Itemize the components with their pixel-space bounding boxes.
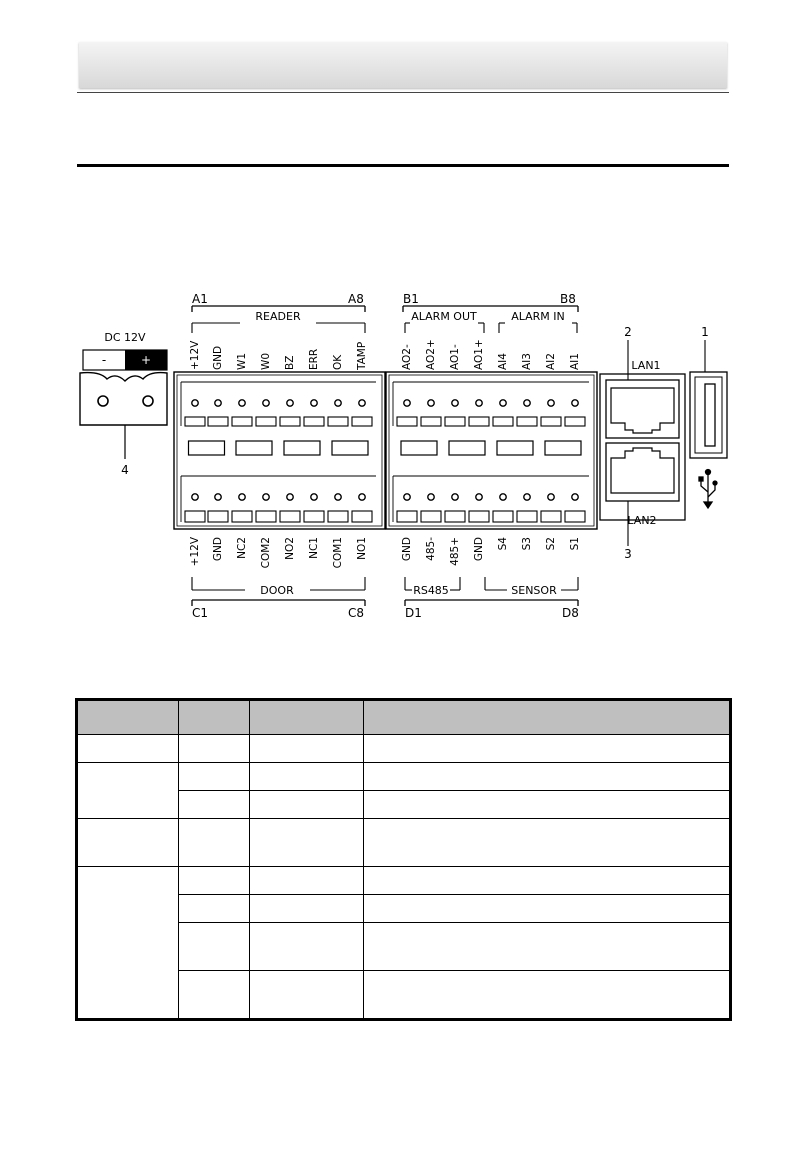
group-c-pin-label: NO2	[284, 537, 296, 560]
terminal-tooth	[328, 417, 348, 426]
group-c-pin-labels	[189, 536, 368, 568]
table-row	[77, 763, 731, 791]
terminal-tooth	[541, 417, 561, 426]
group-a-label: READER	[255, 310, 301, 323]
terminal-tooth	[565, 417, 585, 426]
usb-port	[690, 372, 727, 458]
group-c-pin-label: NC2	[236, 537, 248, 559]
group-d-pin-label: S4	[497, 537, 509, 551]
group-d-start-label: D1	[405, 606, 422, 620]
group-d-pin-labels	[401, 537, 581, 566]
group-d-pin-label: S3	[521, 537, 533, 551]
group-b-pin-label: AI1	[569, 353, 581, 370]
lan2-callout-number: 3	[624, 547, 632, 561]
group-b-pin-labels	[401, 339, 581, 370]
group-b-end-label: B8	[560, 292, 576, 306]
terminal-tooth	[185, 511, 205, 522]
group-a-pin-label: TAMP	[356, 341, 368, 370]
group-a-pin-label: W1	[236, 352, 248, 370]
power-minus-label: -	[101, 353, 107, 367]
lan2-port	[606, 443, 679, 501]
terminal-latch	[189, 441, 225, 455]
group-a-pin-label: GND	[212, 345, 224, 370]
power-terminal-body	[80, 373, 167, 425]
group-a-pin-label: ERR	[308, 348, 320, 370]
terminal-tooth	[256, 511, 276, 522]
terminal-tooth	[208, 511, 228, 522]
group-b-alarm-out-label: ALARM OUT	[411, 310, 477, 323]
group-d-pin-label: GND	[401, 537, 413, 562]
terminal-tooth	[541, 511, 561, 522]
terminal-tooth	[280, 417, 300, 426]
terminal-latch	[497, 441, 533, 455]
terminal-latch	[284, 441, 320, 455]
terminal-tooth	[256, 417, 276, 426]
terminal-tooth	[517, 511, 537, 522]
group-c-pin-label: COM1	[332, 537, 344, 569]
table-row	[77, 735, 731, 763]
terminal-tooth	[445, 511, 465, 522]
terminal-latch	[332, 441, 368, 455]
terminal-tooth	[469, 417, 489, 426]
terminal-tooth	[421, 511, 441, 522]
power-callout-number: 4	[121, 463, 129, 477]
power-plus-label: +	[140, 353, 152, 367]
group-b-pin-label: AO2+	[425, 339, 437, 370]
group-d-pin-label: S1	[569, 537, 581, 551]
terminal-latch	[236, 441, 272, 455]
terminal-tooth	[304, 511, 324, 522]
group-b-pin-label: AI2	[545, 353, 557, 370]
usb-callout-number: 1	[701, 325, 709, 339]
terminal-tooth	[565, 511, 585, 522]
terminal-tooth	[493, 417, 513, 426]
table-row	[77, 819, 731, 867]
usb-icon	[699, 470, 717, 509]
lan1-label: LAN1	[631, 359, 661, 372]
group-c-pin-label: NC1	[308, 537, 320, 559]
terminal-tooth	[185, 417, 205, 426]
group-c-pin-label: COM2	[260, 537, 272, 569]
group-a-pin-labels	[189, 340, 368, 371]
power-title: DC 12V	[104, 331, 146, 344]
terminal-tooth	[352, 511, 372, 522]
group-c-pin-label: NO1	[356, 537, 368, 560]
group-d-sensor-label: SENSOR	[511, 584, 557, 597]
group-a-pin-label: OK	[332, 354, 344, 370]
lan2-label: LAN2	[627, 514, 657, 527]
specification-table	[75, 698, 732, 1021]
terminal-tooth	[280, 511, 300, 522]
terminal-tooth	[517, 417, 537, 426]
terminal-tooth	[445, 417, 465, 426]
lan1-callout-number: 2	[624, 325, 632, 339]
terminal-tooth	[232, 417, 252, 426]
terminal-latch	[545, 441, 581, 455]
group-d-pin-label: GND	[473, 537, 485, 562]
group-d-rs485-label: RS485	[413, 584, 449, 597]
table-row	[77, 867, 731, 895]
terminal-tooth	[328, 511, 348, 522]
group-c-pin-label: GND	[212, 537, 224, 562]
table-header-row	[77, 700, 731, 735]
group-a-pin-label: BZ	[284, 355, 296, 370]
group-b-pin-label: AI4	[497, 353, 509, 370]
terminal-tooth	[208, 417, 228, 426]
lan1-port	[606, 380, 679, 438]
group-b-pin-label: AI3	[521, 353, 533, 370]
terminal-tooth	[397, 511, 417, 522]
terminal-tooth	[304, 417, 324, 426]
group-a-pin-label: W0	[260, 352, 272, 370]
group-a-start-label: A1	[192, 292, 208, 306]
group-c-end-label: C8	[348, 606, 365, 620]
terminal-tooth	[421, 417, 441, 426]
terminal-tooth	[469, 511, 489, 522]
terminal-tooth	[397, 417, 417, 426]
group-d-end-label: D8	[562, 606, 579, 620]
group-c-start-label: C1	[192, 606, 209, 620]
terminal-tooth	[493, 511, 513, 522]
group-d-pin-label: S2	[545, 537, 557, 551]
group-b-pin-label: AO1-	[449, 344, 461, 370]
terminal-latch	[449, 441, 485, 455]
group-d-pin-label: 485-	[425, 537, 437, 561]
group-d-pin-label: 485+	[449, 537, 461, 566]
terminal-tooth	[352, 417, 372, 426]
group-a-end-label: A8	[348, 292, 364, 306]
terminal-latch	[401, 441, 437, 455]
group-b-start-label: B1	[403, 292, 419, 306]
group-b-pin-label: AO2-	[401, 344, 413, 370]
group-a-pin-label: +12V	[189, 340, 201, 370]
group-b-alarm-in-label: ALARM IN	[511, 310, 565, 323]
terminal-tooth	[232, 511, 252, 522]
group-b-pin-label: AO1+	[473, 339, 485, 370]
group-c-pin-label: +12V	[189, 537, 201, 567]
group-c-label: DOOR	[260, 584, 294, 597]
